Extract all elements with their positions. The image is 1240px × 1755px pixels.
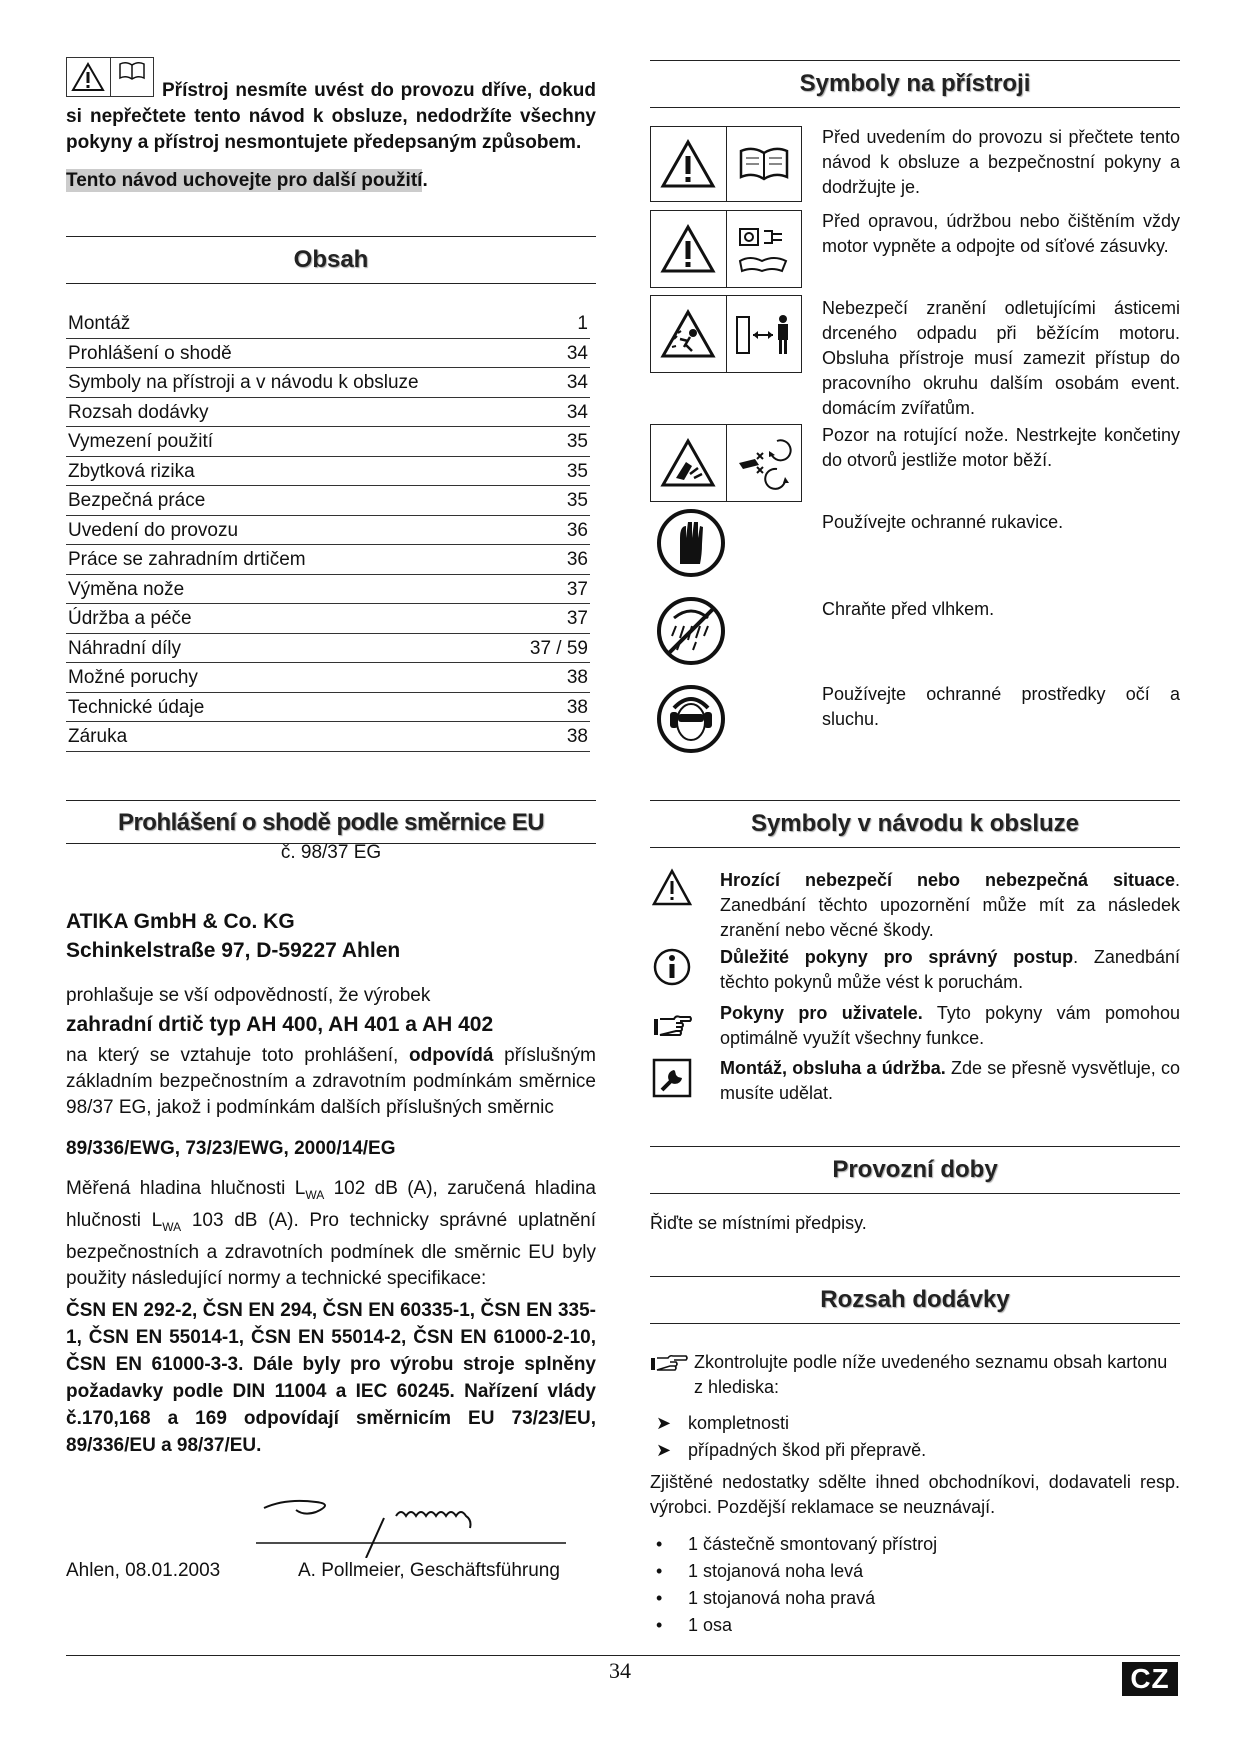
flying-debris-icon bbox=[651, 296, 726, 372]
keep-distance-icon bbox=[726, 296, 802, 372]
noise-text-b: 102 dB (A), zaručená hladina hlučnosti L bbox=[66, 1178, 596, 1231]
gloves-icon bbox=[656, 508, 726, 578]
danger-bold-text: Hrozící nebezpečí nebo nebezpečná situace bbox=[720, 870, 1175, 890]
maintenance-bold-text: Montáž, obsluha a údržba. bbox=[720, 1058, 946, 1078]
delivery-item-text: 1 osa bbox=[688, 1615, 733, 1635]
noise-text-c: 103 dB (A). Pro technicky správné uplatnění bezpečnostních a zdravotních podmínek dle směrnic EU byly použity následující normy a technické specifikace: bbox=[66, 1209, 596, 1289]
delivery-title: Rozsah dodávky bbox=[650, 1276, 1180, 1324]
toc-item-label: Záruka bbox=[68, 726, 128, 747]
read-manual-icon bbox=[726, 127, 802, 201]
toc-item-page: 37 / 59 bbox=[529, 637, 588, 659]
delivery-items bbox=[650, 1531, 1180, 1639]
toc-item bbox=[66, 486, 590, 516]
toc-item-label: Prohlášení o shodě bbox=[68, 342, 232, 364]
danger-plain-text: . Zanedbání těchto upozornění může mít za následek zranění nebo věcné škody. bbox=[720, 870, 1180, 940]
toc-item-label: Zbytková rizika bbox=[68, 460, 195, 482]
toc-item-label: Možné poruchy bbox=[68, 667, 198, 688]
toc-item bbox=[66, 427, 590, 457]
symbol-box-debris bbox=[650, 295, 802, 373]
delivery-item bbox=[650, 1531, 1180, 1558]
toc-title: Obsah bbox=[66, 236, 596, 284]
toc-item-label: Výměna nože bbox=[68, 578, 185, 600]
toc-item-label: Uvedení do provozu bbox=[68, 519, 239, 541]
delivery-check-item-text: kompletnosti bbox=[688, 1413, 790, 1433]
delivery-item-marker: • bbox=[656, 1588, 663, 1608]
signatory: A. Pollmeier, Geschäftsführung bbox=[298, 1560, 560, 1581]
noise-subscript-1: WA bbox=[305, 1187, 325, 1202]
declaration-paragraph-bold: odpovídá bbox=[409, 1045, 494, 1066]
noise-paragraph bbox=[66, 1176, 596, 1292]
toc-item bbox=[66, 457, 590, 487]
ear-eye-protection-icon bbox=[656, 684, 726, 754]
manual-symbol-maintenance-text bbox=[720, 1056, 1180, 1106]
maintenance-plain-text: Zde se přesně vysvětluje, co musíte udělat. bbox=[720, 1058, 1180, 1103]
toc-item bbox=[66, 722, 590, 752]
delivery-item bbox=[650, 1585, 1180, 1612]
place-date: Ahlen, 08.01.2003 bbox=[66, 1560, 221, 1581]
toc-list bbox=[66, 309, 590, 752]
delivery-item-text: 1 částečně smontovaný přístroj bbox=[688, 1534, 938, 1554]
toc-item-label: Montáž bbox=[68, 313, 131, 334]
declaration-subtitle: č. 98/37 EG bbox=[280, 842, 382, 863]
warning-triangle-icon bbox=[651, 211, 726, 287]
toc-item bbox=[66, 634, 590, 664]
symbol-text-debris: Nebezpečí zranění odletujícími ásticemi drceného odpadu při běžícím motoru. Obsluha přístroje musí zamezit přístup do pracovního okruhu dalším osobám event. domácím zvířatům. bbox=[822, 298, 1180, 418]
delivery-note: Zjištěné nedostatky sdělte ihned obchodníkovi, dodavateli resp. výrobci. Pozdější reklamace se neuznávají. bbox=[650, 1472, 1180, 1517]
company-name: ATIKA GmbH & Co. KG bbox=[66, 910, 295, 933]
product-name: zahradní drtič typ AH 400, AH 401 a AH 402 bbox=[66, 1013, 494, 1036]
keep-manual-period: . bbox=[422, 170, 428, 191]
unplug-icon bbox=[726, 211, 802, 287]
standards-paragraph: ČSN EN 292-2, ČSN EN 294, ČSN EN 60335-1, ČSN EN 335-1, ČSN EN 55014-1, ČSN EN 55014-2, ČSN EN 61000-2-10, ČSN EN 61000-3-3. Dále byly pro výrobu stroje splněny požadavky podle DIN 11004 a IEC 60245. Nařízení vlády č.170,168 a 169 odpovídají směrnicím EU 73/23/EU, 89/336/EU a 98/37/EU. bbox=[66, 1300, 596, 1456]
toc-item bbox=[66, 368, 590, 398]
company-address: Schinkelstraße 97, D-59227 Ahlen bbox=[66, 939, 401, 962]
delivery-item-marker: • bbox=[656, 1561, 663, 1581]
wrench-icon bbox=[652, 1058, 692, 1098]
toc-item bbox=[66, 663, 590, 693]
symbol-box-unplug bbox=[650, 210, 802, 288]
delivery-item bbox=[650, 1558, 1180, 1585]
toc-item-label: Vymezení použití bbox=[68, 431, 214, 452]
declaration-paragraph-start: na který se vztahuje toto prohlášení, bbox=[66, 1045, 409, 1066]
symbol-text-eye-ear: Používejte ochranné prostředky očí a sluchu. bbox=[822, 684, 1180, 729]
toc-item bbox=[66, 693, 590, 723]
pointing-hand-icon bbox=[652, 1005, 692, 1045]
toc-item-label: Práce se zahradním drtičem bbox=[68, 549, 306, 570]
user-bold-text: Pokyny pro uživatele. bbox=[720, 1003, 923, 1023]
manual-symbol-user-text bbox=[720, 1001, 1180, 1051]
declaration-title: Prohlášení o shodě podle směrnice EU bbox=[66, 800, 596, 844]
no-rain-icon bbox=[656, 596, 726, 666]
delivery-item-text: 1 stojanová noha levá bbox=[688, 1561, 864, 1581]
delivery-check-item-text: případných škod při přepravě. bbox=[688, 1440, 927, 1460]
symbol-text-moisture: Chraňte před vlhkem. bbox=[822, 599, 995, 619]
pointing-hand-icon bbox=[650, 1352, 690, 1374]
toc-item bbox=[66, 398, 590, 428]
toc-item bbox=[66, 309, 590, 339]
delivery-item bbox=[650, 1612, 1180, 1639]
user-plain-text: Tyto pokyny vám pomohou optimálně využít všechny funkce. bbox=[720, 1003, 1180, 1048]
operating-times-title: Provozní doby bbox=[650, 1146, 1180, 1194]
delivery-item-marker: • bbox=[656, 1534, 663, 1554]
info-plain-text: . Zanedbání těchto pokynů může vést k poruchám. bbox=[720, 947, 1180, 992]
operating-times-text: Řiďte se místními předpisy. bbox=[650, 1213, 867, 1233]
toc-item-page: 37 bbox=[566, 608, 588, 629]
toc-item-page: 38 bbox=[566, 726, 588, 747]
toc-item-page: 34 bbox=[566, 372, 588, 393]
signature-image bbox=[256, 1488, 566, 1558]
manual-symbol-danger-text bbox=[720, 868, 1180, 943]
symbol-text-manual: Před uvedením do provozu si přečtete tento návod k obsluze a bezpečnostní pokyny a dodržujte je. bbox=[822, 127, 1180, 197]
toc-item-page: 34 bbox=[566, 401, 588, 423]
toc-item bbox=[66, 339, 590, 369]
toc-item-label: Symboly na přístroji a v návodu k obsluze bbox=[68, 372, 419, 393]
manual-symbol-info-text bbox=[720, 945, 1180, 995]
symbol-text-blade: Pozor na rotující nože. Nestrkejte končetiny do otvorů jestliže motor běží. bbox=[822, 425, 1180, 470]
toc-item-page: 34 bbox=[566, 342, 588, 364]
toc-item-label: Technické údaje bbox=[68, 696, 205, 718]
delivery-intro bbox=[650, 1350, 1180, 1400]
keep-manual-note bbox=[66, 170, 428, 192]
toc-item-label: Bezpečná práce bbox=[68, 490, 206, 511]
toc-item-label: Rozsah dodávky bbox=[68, 401, 209, 423]
info-bold-text: Důležité pokyny pro správný postup bbox=[720, 947, 1074, 967]
toc-item bbox=[66, 575, 590, 605]
warning-triangle-icon bbox=[651, 127, 726, 201]
delivery-item-marker: • bbox=[656, 1615, 663, 1635]
toc-item-label: Náhradní díly bbox=[68, 637, 182, 659]
toc-item-page: 38 bbox=[566, 696, 588, 718]
symbol-box-manual bbox=[650, 126, 802, 202]
noise-text-a: Měřená hladina hlučnosti L bbox=[66, 1178, 306, 1199]
symbol-text-unplug: Před opravou, údržbou nebo čištěním vždy motor vypněte a odpojte od síťové zásuvky. bbox=[822, 211, 1180, 256]
toc-item-page: 36 bbox=[566, 519, 588, 541]
toc-item-page: 1 bbox=[577, 313, 588, 334]
toc-item-page: 38 bbox=[566, 667, 588, 688]
toc-item-page: 35 bbox=[566, 460, 588, 482]
toc-item-page: 35 bbox=[566, 490, 588, 511]
delivery-check-item-marker: ➤ bbox=[656, 1413, 672, 1433]
intro-warning-text: Přístroj nesmíte uvést do provozu dříve, dokud si nepřečtete tento návod k obsluze, nedodržíte všechny pokyny a přístroj nesmontujete předepsaným způsobem. bbox=[66, 80, 596, 153]
delivery-item-text: 1 stojanová noha pravá bbox=[688, 1588, 876, 1608]
toc-item-page: 35 bbox=[566, 431, 588, 452]
keep-manual-text: Tento návod uchovejte pro další použití bbox=[66, 170, 423, 191]
symbol-box-blade bbox=[650, 424, 802, 502]
declaration-statement: prohlašuje se vší odpovědností, že výrobek bbox=[66, 985, 431, 1006]
delivery-checks bbox=[650, 1410, 1180, 1464]
declaration-paragraph bbox=[66, 1043, 596, 1121]
toc-item bbox=[66, 604, 590, 634]
info-icon bbox=[652, 947, 692, 987]
language-badge: CZ bbox=[1122, 1662, 1178, 1696]
delivery-check-item bbox=[650, 1410, 1180, 1437]
toc-item-label: Údržba a péče bbox=[68, 608, 192, 629]
toc-item-page: 36 bbox=[566, 549, 588, 570]
toc-item-page: 37 bbox=[566, 578, 588, 600]
page-number: 34 bbox=[609, 1658, 631, 1683]
toc-item bbox=[66, 516, 590, 546]
delivery-check-item-marker: ➤ bbox=[656, 1440, 672, 1460]
device-symbols-title: Symboly na přístroji bbox=[650, 60, 1180, 108]
delivery-check-item bbox=[650, 1437, 1180, 1464]
noise-subscript-2: WA bbox=[162, 1219, 182, 1234]
toc-item bbox=[66, 545, 590, 575]
delivery-intro-text: Zkontrolujte podle níže uvedeného seznamu obsah kartonu z hlediska: bbox=[694, 1352, 1168, 1397]
directives-list: 89/336/EWG, 73/23/EWG, 2000/14/EG bbox=[66, 1138, 396, 1159]
manual-symbols-title: Symboly v návodu k obsluze bbox=[650, 800, 1180, 848]
warning-triangle-icon bbox=[652, 868, 692, 908]
rotating-blade-icon bbox=[651, 425, 726, 501]
no-hands-icon bbox=[726, 425, 802, 501]
declaration-paragraph-end: příslušným základním bezpečnostním a zdravotním podmínkám směrnice 98/37 EG, jakož i podmínkám dalších příslušných směrnic bbox=[66, 1045, 596, 1118]
symbol-text-gloves: Používejte ochranné rukavice. bbox=[822, 512, 1064, 532]
footer-divider bbox=[66, 1655, 1180, 1656]
